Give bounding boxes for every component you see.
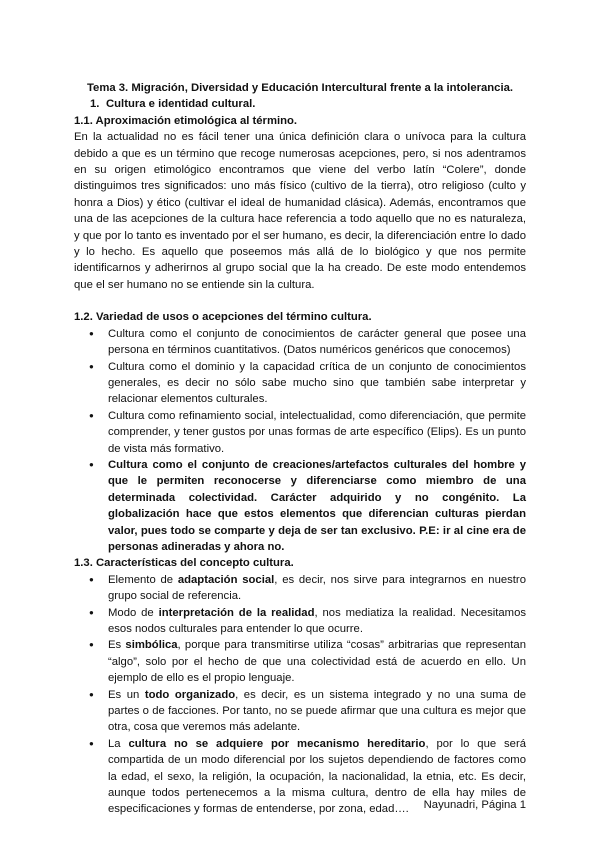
characteristics-list [74, 572, 526, 818]
page-footer: Nayunadri, Página 1 [423, 799, 526, 811]
list-item: ● La cultura no se adquiere por mecanismo hereditario, por lo que será compartida de un modo diferencial por los sujetos dependiendo de factores como la edad, el sexo, la religión, la ocupación, la nacionalidad, la etnia, etc. Es decir, aunque todos pertenecemos a la misma cultura, dentro de ella hay miles de especificaciones y formas de entenderse, por zona, edad…. [74, 736, 526, 818]
section-label: Cultura e identidad cultural. [106, 98, 256, 111]
document-title: Tema 3. Migración, Diversidad y Educación Intercultural frente a la intolerancia. [86, 82, 514, 94]
list-item: ● Cultura como el conjunto de creaciones/artefactos culturales del hombre y que le permiten reconocerse y diferenciarse como miembro de una determinada colectividad. Carácter adquirido y no congénito. La globalización hace que estos elementos que diferencian culturas pierdan valor, pues todo se comparte y deja de ser tan exclusivo. P.E: ir al cine era de personas adineradas y ahora no. [74, 457, 526, 555]
subsection-heading-1-2: 1.2. Variedad de usos o acepciones del término cultura. [74, 311, 372, 324]
section-number: 1. [90, 98, 100, 111]
subsection-heading-1-3: 1.3. Características del concepto cultura. [74, 557, 294, 570]
subsection-heading-1-1: 1.1. Aproximación etimológica al término. [74, 114, 298, 127]
list-item: ● Cultura como el dominio y la capacidad crítica de un conjunto de conocimientos generales, es decir no sólo sabe mucho sino que también sabe interpretar y relacionar elementos culturales. [74, 359, 526, 408]
list-item: ● Es un todo organizado, es decir, es un sistema integrado y no una suma de partes o de facciones. Por tanto, no se puede afirmar que una cultura es mejor que otra, cosa que veremos más adelante. [74, 687, 526, 736]
section-heading [74, 96, 526, 112]
list-item: ● Cultura como refinamiento social, intelectualidad, como diferenciación, que permite comprender, y tener gustos por unas formas de arte específico (Elips). Es un punto de vista más formativo. [74, 408, 526, 457]
usage-list [74, 326, 526, 556]
paragraph-etymology: En la actualidad no es fácil tener una única definición clara o unívoca para la cultura debido a que es un término que recoge numerosas acepciones, pero, si nos adentramos en su origen etimológico encontramos que viene del verbo latín “Colere”, donde distinguimos tres significados: uno más físico (cultivo de la tierra), otro religioso (culto y honra a Dios) y ético (cultivar el ideal de humanidad clásica). Además, encontramos que una de las acepciones de la cultura hace referencia a todo aquello que no es naturaleza, y que por lo tanto es inventado por el ser humano, es decir, la diferenciación entre lo dado y lo hecho. Es aquello que poseemos más allá de lo biológico y que nos permite identificarnos y adherirnos al grupo social que la ha creado. De este modo entendemos que el ser humano no se entiende sin la cultura. [74, 131, 526, 291]
list-item: ● Elemento de adaptación social, es decir, nos sirve para integrarnos en nuestro grupo social de referencia. [74, 572, 526, 605]
list-item: ● Modo de interpretación de la realidad, nos mediatiza la realidad. Necesitamos esos nodos culturales para entender lo que ocurre. [74, 605, 526, 638]
list-item: ● Cultura como el conjunto de conocimientos de carácter general que posee una persona en términos cuantitativos. (Datos numéricos genéricos que conocemos) [74, 326, 526, 359]
list-item: ● Es simbólica, porque para transmitirse utiliza “cosas” arbitrarias que representan “algo”, solo por el hecho de que una colectividad está de acuerdo en ello. Un ejemplo de ello es el propio lenguaje. [74, 637, 526, 686]
document-page [74, 80, 526, 818]
